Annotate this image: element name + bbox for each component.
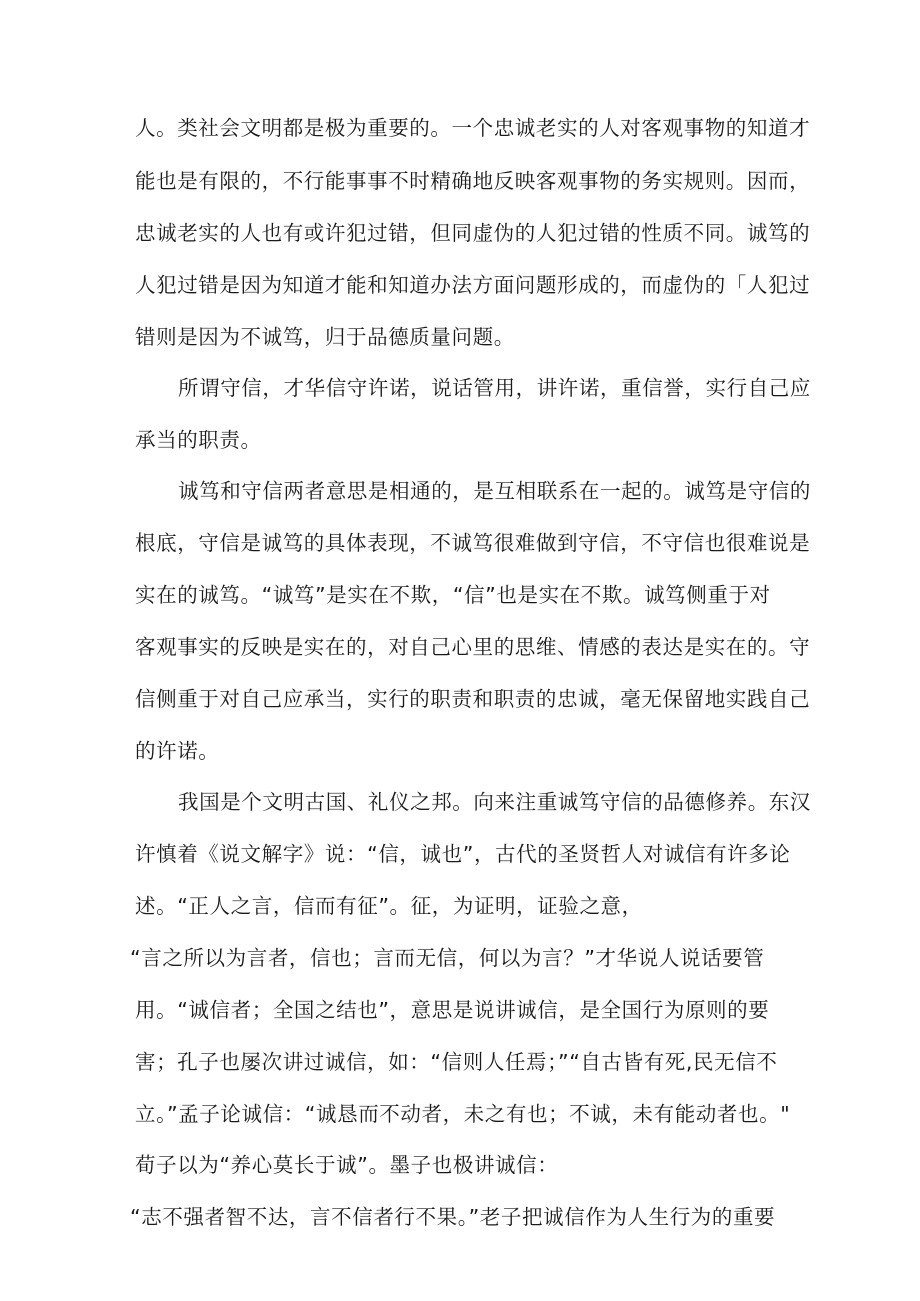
text-line: 用。“诚信者；全国之结也”，意思是说讲诚信，是全国行为原则的要 [135,998,770,1022]
text-line: “志不强者智不达，言不信者行不果。”老子把诚信作为人生行为的重要 [130,1205,776,1229]
text-line: 许慎着《说文解字》说：“信，诚也”，古代的圣贤哲人对诚信有许多论 [135,842,791,866]
text-line: 实在的诚笃。“诚笃”是实在不欺，“信”也是实在不欺。诚笃侧重于对 [135,583,771,607]
text-line: 忠诚老实的人也有或许犯过错，但同虚伪的人犯过错的性质不同。诚笃的 [135,221,811,245]
text-line: 承当的职责。 [135,428,262,452]
text-line: 所谓守信，才华信守许诺，说话管用，讲许诺，重信誉，实行自己应 [178,376,811,400]
text-line: 错则是因为不诚笃，归于品德质量问题。 [135,325,515,349]
text-line: 人犯过错是因为知道才能和知道办法方面问题形成的，而虚伪的「人犯过 [135,273,811,297]
text-line: 根底，守信是诚笃的具体表现，不诚笃很难做到守信，不守信也很难说是 [135,531,811,555]
text-line: 能也是有限的，不行能事事不时精确地反映客观事物的务实规则。因而， [135,169,811,193]
text-line: 人。类社会文明都是极为重要的。一个忠诚老实的人对客观事物的知道才 [135,116,811,140]
text-line: 诚笃和守信两者意思是相通的，是互相联系在一起的。诚笃是守信的 [178,479,811,503]
text-line: 述。“正人之言，信而有征”。征，为证明，证验之意， [135,894,643,918]
text-line: “言之所以为言者，信也；言而无信，何以为言？”才华说人说话要管 [130,946,765,970]
text-line: 的许诺。 [135,739,220,763]
text-line: 害；孔子也屡次讲过诚信，如：“信则人任焉；”“自古皆有死,民无信不 [135,1050,778,1074]
text-line: 我国是个文明古国、礼仪之邦。向来注重诚笃守信的品德修养。东汉 [178,790,811,814]
text-line: 客观事实的反映是实在的，对自己心里的思维、情感的表达是实在的。守 [135,635,811,659]
text-line: 荀子以为“养心莫长于诚”。墨子也极讲诚信： [135,1153,559,1177]
text-line: 信侧重于对自己应承当，实行的职责和职责的忠诚，毫无保留地实践自己 [135,687,811,711]
text-line: 立。”孟子论诚信：“诚恳而不动者，未之有也；不诚，未有能动者也。" [135,1102,791,1126]
